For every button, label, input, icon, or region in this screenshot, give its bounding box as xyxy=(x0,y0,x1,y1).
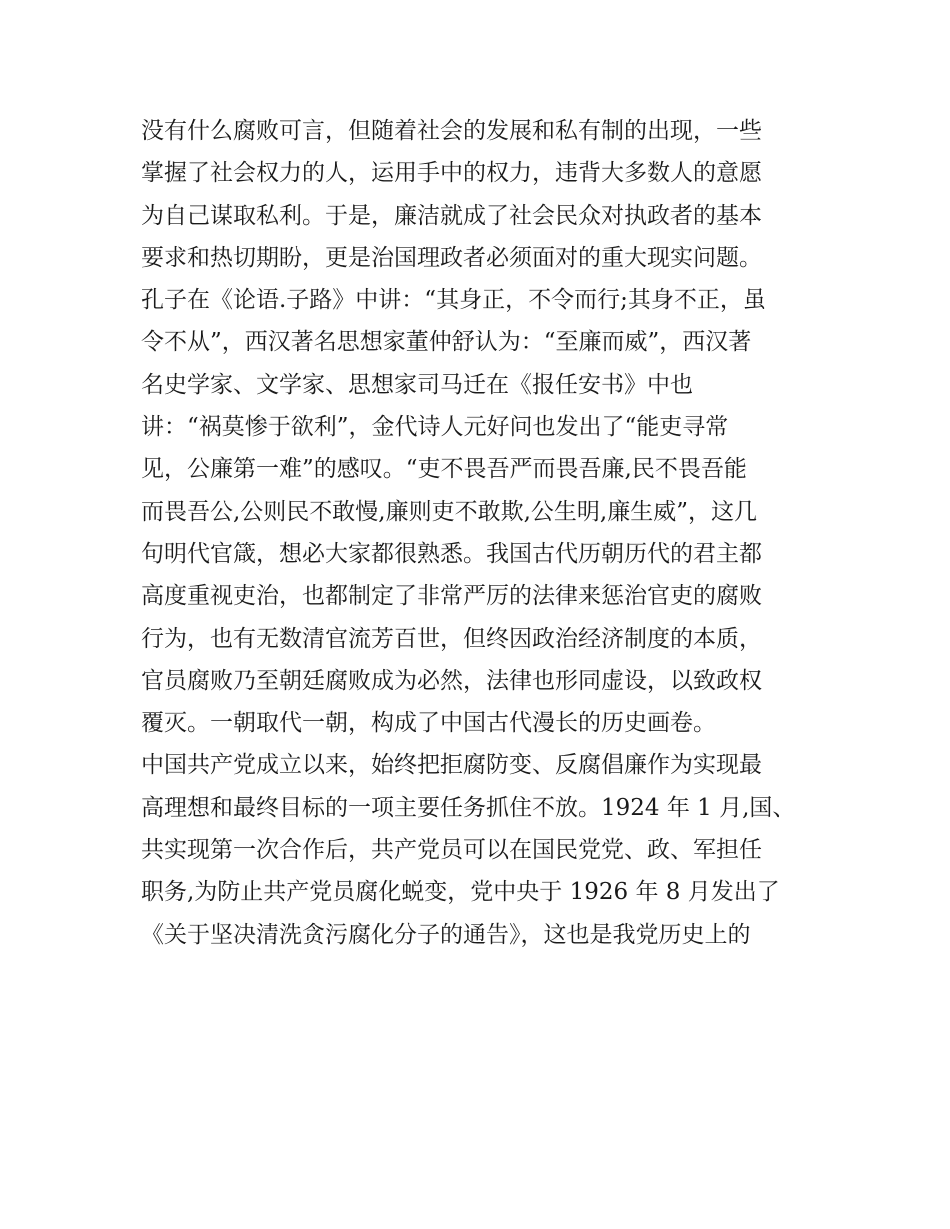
text-line: 令不从”，西汉著名思想家董仲舒认为：“至廉而威”，西汉著 xyxy=(141,329,752,356)
text-line: 而畏吾公,公则民不敢慢,廉则吏不敢欺,公生明,廉生威”，这几 xyxy=(141,498,758,525)
text-line: 为自己谋取私利。于是，廉洁就成了社会民众对执政者的基本 xyxy=(141,202,762,229)
text-line: 要求和热切期盼，更是治国理政者必须面对的重大现实问题。 xyxy=(141,244,762,271)
text-line: 没有什么腐败可言，但随着社会的发展和私有制的出现，一些 xyxy=(141,118,762,144)
text-line: 共实现第一次合作后，共产党员可以在国民党党、政、军担任 xyxy=(141,837,762,864)
text-line: 讲：“祸莫惨于欲利”，金代诗人元好问也发出了“能吏寻常 xyxy=(141,414,729,441)
text-line: 掌握了社会权力的人，运用手中的权力，违背大多数人的意愿 xyxy=(141,160,762,187)
text-line: 高度重视吏治，也都制定了非常严厉的法律来惩治官吏的腐败 xyxy=(141,583,762,610)
text-line: 职务,为防止共产党员腐化蜕变，党中央于 1926 年 8 月发出了 xyxy=(141,879,780,906)
text-line: 名史学家、文学家、思想家司马迁在《报任安书》中也 xyxy=(141,371,693,398)
text-line: 覆灭。一朝取代一朝，构成了中国古代漫长的历史画卷。 xyxy=(141,710,716,737)
body-text xyxy=(141,110,821,956)
text-line: 《关于坚决清洗贪污腐化分子的通告》，这也是我党历史上的 xyxy=(141,921,751,948)
text-line: 行为，也有无数清官流芳百世，但终因政治经济制度的本质， xyxy=(141,625,762,652)
text-line: 官员腐败乃至朝廷腐败成为必然，法律也形同虚设，以致政权 xyxy=(141,667,762,694)
text-line: 见，公廉第一难”的感叹。“吏不畏吾严而畏吾廉,民不畏吾能 xyxy=(141,456,747,483)
text-line: 高理想和最终目标的一项主要任务抓住不放。1924 年 1 月,国、 xyxy=(141,794,796,821)
text-line: 孔子在《论语.子路》中讲：“其身正，不令而行;其身不正，虽 xyxy=(141,287,766,314)
text-line: 句明代官箴，想必大家都很熟悉。我国古代历朝历代的君主都 xyxy=(141,540,762,567)
text-line: 中国共产党成立以来，始终把拒腐防变、反腐倡廉作为实现最 xyxy=(141,752,762,779)
